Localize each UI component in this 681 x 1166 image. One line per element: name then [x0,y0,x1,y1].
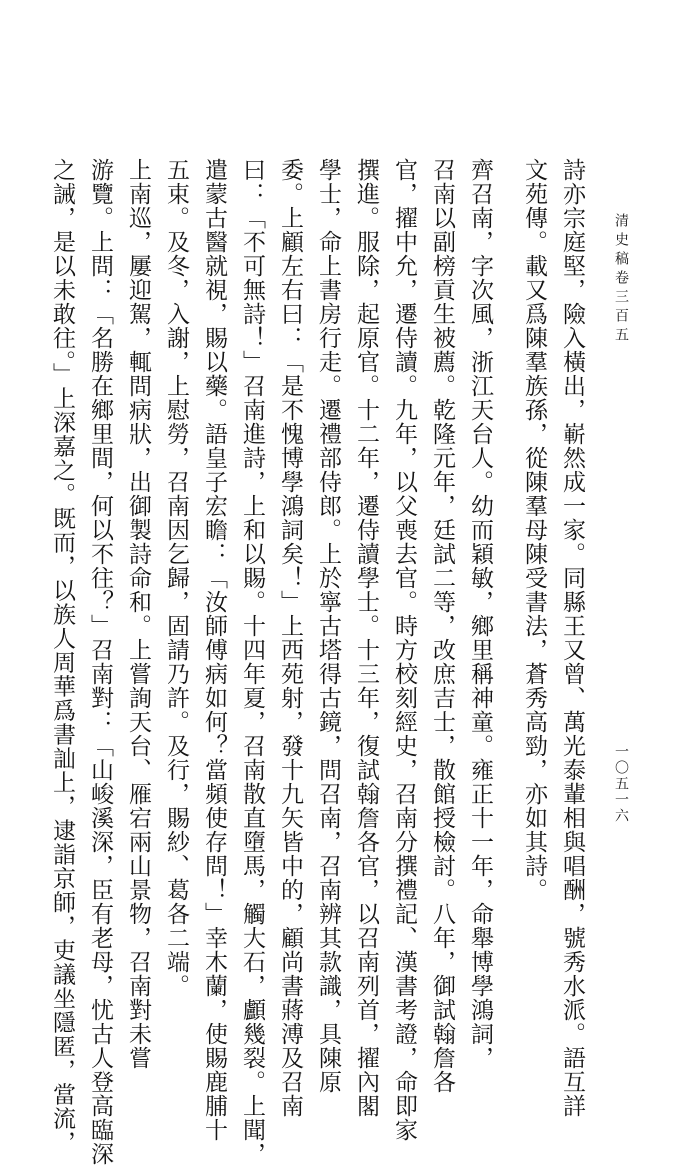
page-number: 一〇五一六 [613,744,629,824]
text-column: 游覽。上問：「名勝在鄉里間，何以不往？」召南對：「山峻溪深，臣有老母，忧古人登高臨深 [87,158,113,1166]
text-column: 召南以副榜貢生被薦。乾隆元年，廷試二等，改庶吉士，散館授檢討。八年，御試翰詹各 [429,158,455,1094]
text-column: 學士，命上書房行走。遷禮部侍郎。上於寧古塔得古鏡，問召南，召南辨其款識，具陳原 [315,158,341,1094]
volume-title: 清史稿卷三百五 [613,213,629,346]
text-column: 之誡，是以未敢往。」上深嘉之。既而，以族人周華爲書訕上，逮詣京師，吏議坐隱匿，當流， [49,158,75,1155]
text-column: 官，擢中允，遷侍讀。九年，以父喪去官。時方校刻經史，召南分撰禮記、漢書考證，命即家 [391,158,417,1142]
text-column: 曰：「不可無詩！」召南進詩，上和以賜。十四年夏，召南散直墮馬，觸大石，顱幾裂。上聞， [239,158,265,1166]
text-column: 上南巡，屢迎駕，輒問病狀，出御製詩命和。上嘗詢天台、雁宕兩山景物，召南對未嘗 [125,158,151,1070]
text-column: 遣蒙古醫就視，賜以藥。語皇子宏瞻：「汝師傅病如何？當頻使存問！」幸木蘭，使賜鹿脯十 [201,158,227,1142]
text-column: 文苑傳。載又爲陳羣族孫，從陳羣母陳受書法，蒼秀高勁，亦如其詩。 [521,158,547,902]
text-column: 委。上顧左右曰：「是不愧博學鴻詞矣！」上西苑射，發十九矢皆中的，顧尚書蔣溥及召南 [277,158,303,1118]
text-column: 撰進。服除，起原官。十二年，遷侍讀學士。十三年，復試翰詹各官，以召南列首，擢內閣 [353,158,379,1118]
text-column: 齊召南，字次風，浙江天台人。幼而穎敏，鄉里稱神童。雍正十一年，命舉博學鴻詞， [467,158,493,1070]
text-column: 五束。及冬，入謝，上慰勞，召南因乞歸，固請乃許。及行，賜紗、葛各二端。 [163,158,189,998]
text-column: 詩亦宗庭堅，險入橫出，嶄然成一家。同縣王又曾、萬光泰輩相與唱酬，號秀水派。語互詳 [559,158,585,1118]
